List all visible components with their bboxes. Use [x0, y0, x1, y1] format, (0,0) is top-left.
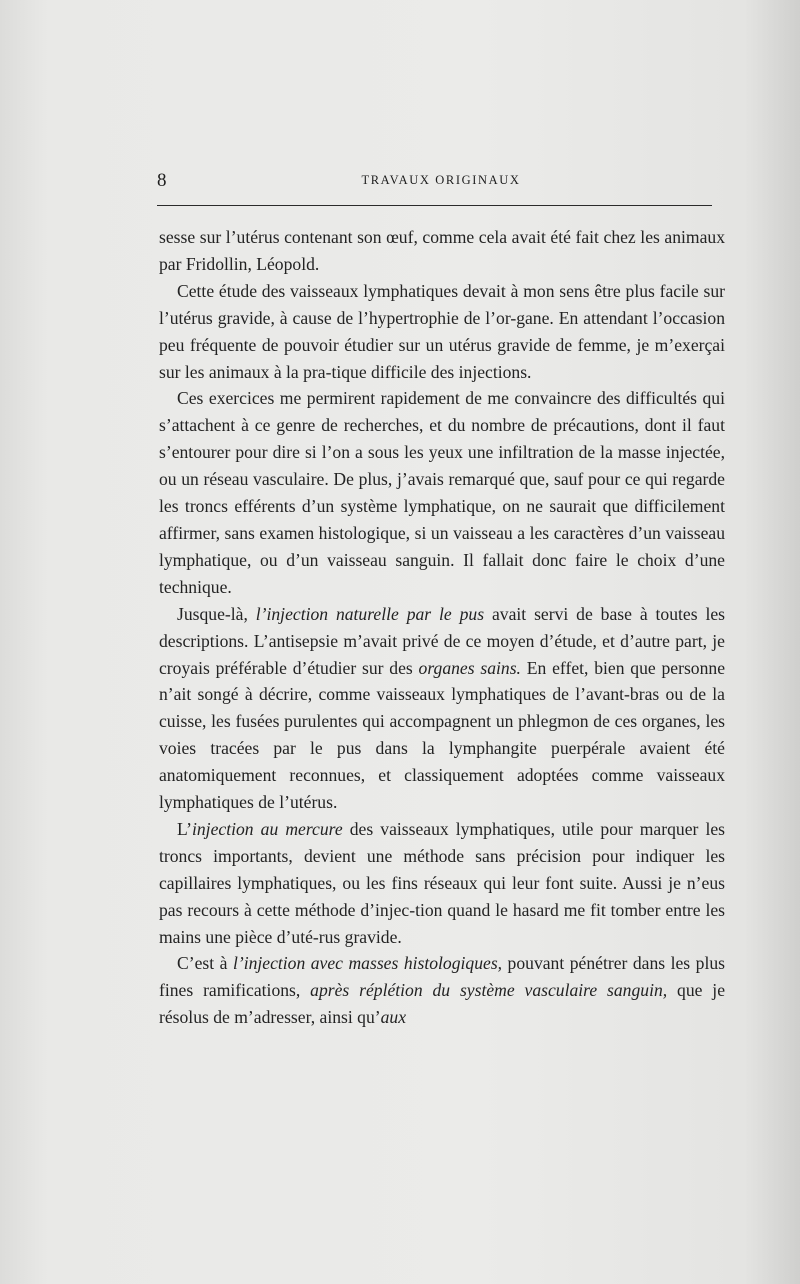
italic-text: l’injection naturelle par le pus [255, 603, 485, 624]
paragraph [159, 950, 725, 1031]
text-run: En effet, bien que personne n’ait songé à décrire, comme vaisseaux lymphatiques de l’avant-bras ou de la cuisse, les fusées purulentes qui accompagnent un phlegmon de ces organes, les voies tracées par le pus dans la lymphangite puerpérale avaient été anatomiquement reconnues, et classiquement adoptées comme vaisseaux lymphatiques de l’utérus. [159, 657, 726, 813]
page-number: 8 [157, 170, 167, 191]
paragraph [159, 224, 725, 278]
italic-text: après réplétion du système vasculaire sanguin, [310, 980, 668, 1001]
text-run: sesse sur l’utérus contenant son œuf, comme cela avait été fait chez les animaux par Fridollin, Léopold. [159, 227, 725, 274]
paragraph [159, 278, 725, 386]
header-rule [157, 205, 712, 206]
text-run: pouvant pénétrer dans les plus fines ramifications, [159, 953, 725, 1001]
page-header [157, 170, 725, 194]
text-run: des vaisseaux lymphatiques, utile pour marquer les troncs importants, devient une méthode sans précision pour indiquer les capillaires lymphatiques, ou les fins réseaux qui leur font suite. Aussi je n’eus pas recours à cette méthode d’injec-tion quand le hasard me fit tomber entre les mains une pièce d’uté-rus gravide. [159, 818, 725, 947]
italic-text: aux [380, 1007, 407, 1028]
paragraph [159, 816, 725, 951]
text-run: avait servi de base à toutes les descriptions. L’antisepsie m’avait privé de ce moyen d’étude, et d’autre part, je croyais préférable d’étudier sur des [159, 603, 725, 678]
italic-text: injection au mercure [192, 818, 343, 839]
text-run: que je résolus de m’adresser, ainsi qu’ [159, 980, 726, 1028]
paragraph [159, 385, 725, 600]
text-run: L’ [177, 818, 192, 839]
text-run: Ces exercices me permirent rapidement de me convaincre des difficultés qui s’attachent à ce genre de recherches, et du nombre de précautions, dont il faut s’entourer pour dire si l’on a sous les yeux une infiltration de la masse injectée, ou un réseau vasculaire. De plus, j’avais remarqué que, sauf pour ce qui regarde les troncs efférents d’un système lymphatique, on ne saurait que difficilement affirmer, sans examen histologique, si un vaisseau a les caractères d’un vaisseau lymphatique, ou d’un vaisseau sanguin. Il fallait donc faire le choix d’une technique. [159, 388, 725, 597]
italic-text: l’injection avec masses histologiques, [232, 953, 503, 974]
body-text [159, 224, 725, 1031]
text-run: Jusque-là, [177, 603, 256, 624]
text-run: C’est à [177, 953, 233, 974]
text-run: Cette étude des vaisseaux lymphatiques devait à mon sens être plus facile sur l’utérus gravide, à cause de l’hypertrophie de l’or-gane. En attendant l’occasion peu fréquente de pouvoir étudier sur un utérus gravide de femme, je m’exerçai sur les animaux à la pra-tique difficile des injections. [159, 280, 725, 382]
paragraph [159, 601, 725, 816]
italic-text: organes sains. [418, 657, 521, 678]
running-head: TRAVAUX ORIGINAUX [361, 173, 521, 187]
